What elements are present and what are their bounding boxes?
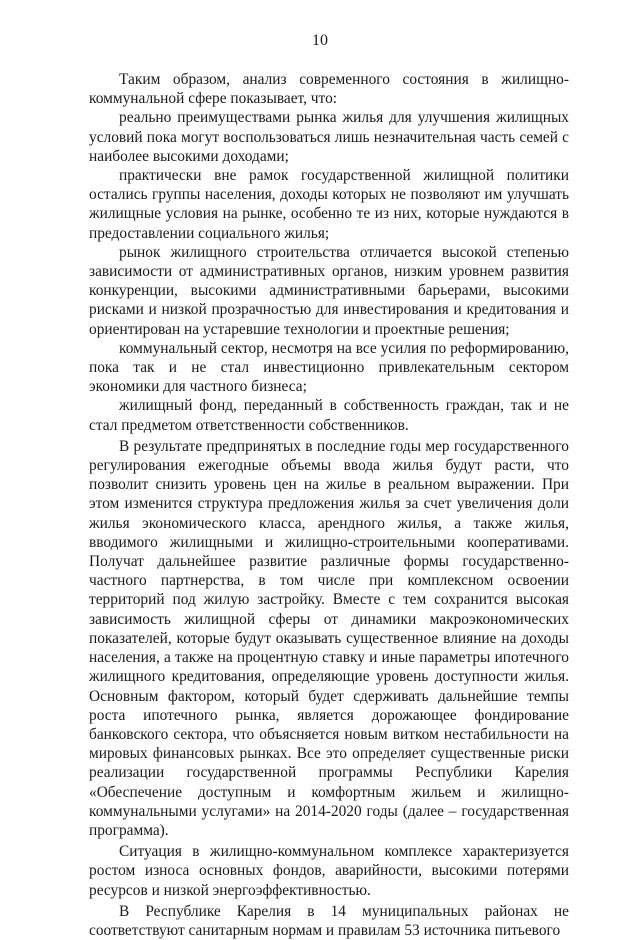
page-number: 10: [312, 32, 328, 49]
document-body: [89, 70, 569, 940]
paragraph-regulation-results: В результате предпринятых в последние годы мер государственного регулирования ежегодные объемы ввода жилья будут расти, что позволит снизить уровень цен на жилье в реальном выражении. При этом изменится структура предложения жилья за счет увеличения доли жилья экономического класса, арендного жилья, а также жилья, вводимого жилищными и жилищно-строительными кооперативами. Получат дальнейшее развитие различные формы государственно-частного партнерства, в том числе при комплексном освоении территорий под жилую застройку. Вместе с тем сохранится высокая зависимость жилищной сферы от динамики макроэкономических показателей, которые будут оказывать существенное влияние на доходы населения, а также на процентную ставку и иные параметры ипотечного жилищного кредитования, определяющие уровень доступности жилья. Основным фактором, который будет сдерживать дальнейшие темпы роста ипотечного рынка, является дорожающее фондирование банковского сектора, что объясняется новым витком нестабильности на мировых финансовых рынках. Все это определяет существенные риски реализации государственной программы Республики Карелия «Обеспечение доступным и комфортным жильем и жилищно-коммунальными услугами» на 2014-2020 годы (далее – государственная программа).: [89, 437, 569, 839]
paragraph-construction-market: рынок жилищного строительства отличается высокой степенью зависимости от административных органов, низким уровнем развития конкуренции, высокими административными барьерами, высокими рисками и низкой прозрачностью для инвестирования и кредитования и ориентирован на устаревшие технологии и проектные решения;: [89, 243, 569, 338]
paragraph-policy-groups: практически вне рамок государственной жилищной политики остались группы населения, доходы которых не позволяют им улучшать жилищные условия на рынке, особенно те из них, которые нуждаются в предоставлении социального жилья;: [89, 167, 569, 242]
paragraph-karelia-sources: В Республике Карелия в 14 муниципальных районах не соответствуют санитарным нормам и правилам 53 источника питьевого: [89, 902, 569, 939]
paragraph-communal-sector: коммунальный сектор, несмотря на все усилия по реформированию, пока так и не стал инвестиционно привлекательным сектором экономики для частного бизнеса;: [89, 339, 569, 396]
paragraph-utility-situation: Ситуация в жилищно-коммунальном комплексе характеризуется ростом износа основных фондов, аварийности, высокими потерями ресурсов и низкой энергоэффективностью.: [89, 843, 569, 899]
paragraph-conclusion-intro: Таким образом, анализ современного состояния в жилищно-коммунальной сфере показывает, что:: [89, 71, 569, 108]
paragraph-market-advantages: реально преимуществами рынка жилья для улучшения жилищных условий пока могут воспользоваться лишь незначительная часть семей с наиболее высокими доходами;: [89, 109, 569, 165]
paragraph-housing-stock: жилищный фонд, переданный в собственность граждан, так и не стал предметом ответственности собственников.: [89, 397, 569, 434]
